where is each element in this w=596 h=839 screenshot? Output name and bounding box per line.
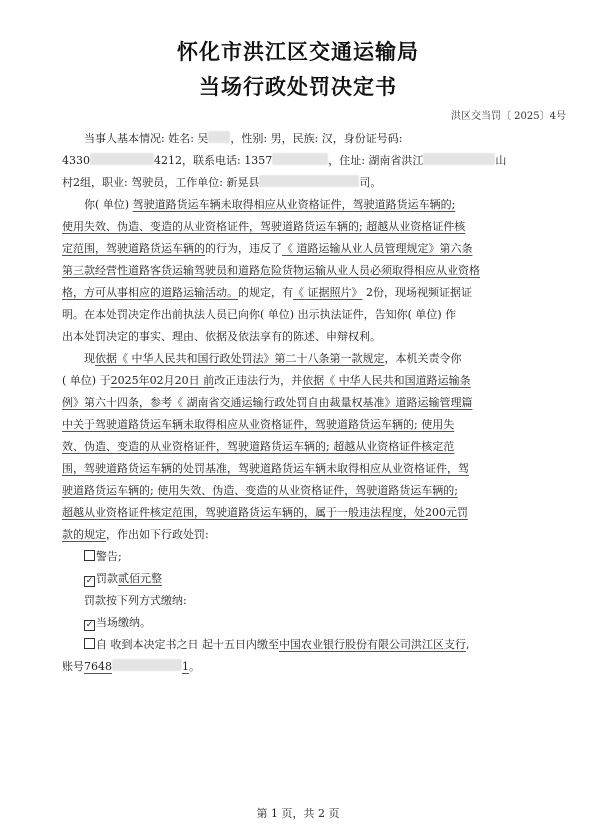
decision-line-4: 中关于驾驶道路货运车辆未取得相应从业资格证件，驾驶道路货运车辆的; 使用失 xyxy=(62,418,455,431)
decision-line-2 xyxy=(62,370,562,392)
document-title: 当场行政处罚决定书 xyxy=(199,75,397,99)
party-basic-info: ，性别: 男，民族: 汉，身份证号码: xyxy=(230,132,403,145)
legal-basis: 依据《 中华人民共和国行政处罚法》第二十八条第一款规定 xyxy=(95,352,385,365)
party-info-line-2 xyxy=(62,150,562,172)
payment-heading: 罚款按下列方式缴纳: xyxy=(84,594,187,607)
payment-onsite-row xyxy=(62,612,562,634)
warning-label: 警告; xyxy=(96,550,122,563)
decision-text: 改正违法行为，并 xyxy=(214,374,303,387)
village-occupation-employer: 村2组，职业: 驾驶员，工作单位: 新晃县 xyxy=(62,176,260,189)
account-label: 账号 xyxy=(62,660,84,673)
employer-end: 司。 xyxy=(359,176,382,189)
id-number-start: 4330 xyxy=(62,154,90,167)
redacted-address xyxy=(423,153,495,165)
redacted-account-number xyxy=(112,659,182,671)
facts-line-2: 使用失效、伪造、变造的从业资格证件，驾驶道路货运车辆的; 超越从业资格证件核 xyxy=(62,220,466,233)
redacted-employer xyxy=(259,175,359,187)
onsite-payment-checkbox[interactable]: ✓ xyxy=(85,620,94,630)
decision-line-8: 超越从业资格证件核定范围，驾驶道路货运车辆的，属于一般违法程度，处200元罚 xyxy=(62,506,468,519)
redacted-phone xyxy=(272,153,328,165)
violated-regulation: 《 道路运输从业人员管理规定》第六条 xyxy=(282,242,473,255)
facts-text: 的规定，有 xyxy=(238,286,293,299)
bank-name: 中国农业银行股份有限公司洪江区支行 xyxy=(279,638,466,651)
account-number-start: 7648 xyxy=(84,660,112,673)
fine-label: 罚款 xyxy=(96,572,118,585)
penalty-warning-row xyxy=(62,546,562,568)
phone-label: ，联系电话: 1357 xyxy=(182,154,273,167)
decision-line-6: 围，驾驶道路货运车辆的处罚基准，驾驶道路货运车辆未取得相应从业资格证件，驾 xyxy=(62,462,469,475)
redacted-id-number xyxy=(90,153,154,165)
party-info-line-1 xyxy=(62,128,562,150)
facts-line-4: 第三款经营性道路客货运输驾驶员和道路危险货物运输从业人员必须取得相应从业资格 xyxy=(62,264,480,277)
facts-line-3 xyxy=(62,238,562,260)
party-name-label: 当事人基本情况: 姓名: 吴 xyxy=(84,132,209,145)
decision-text: ，作出如下行政处罚: xyxy=(106,528,209,541)
document-number: 洪区交当罚〔 2025〕4号 xyxy=(451,111,566,122)
facts-text: 你( 单位) xyxy=(84,198,133,211)
account-number-end: 1 xyxy=(182,660,189,673)
party-info-line-3 xyxy=(62,172,562,194)
evidence-type: 《 证据照片》 xyxy=(293,286,363,299)
bank-payment-label: 自 收到本决定书之日 起十五日内缴至 xyxy=(96,638,279,651)
decision-line-3: 例》第六十四条，参考《 湖南省交通运输行政处罚自由裁量权基准》道路运输管理篇 xyxy=(62,396,473,409)
decision-line-7: 驶道路货运车辆的; 使用失效、伪造、变造的从业资格证件，驾驶道路货运车辆的; xyxy=(62,484,458,497)
correction-deadline: 2025年02月20日 前 xyxy=(110,374,215,387)
payment-bank-row xyxy=(62,634,562,656)
facts-line-1 xyxy=(62,194,562,216)
account-number-row xyxy=(62,656,562,678)
facts-line-6: 明。在本处罚决定作出前执法人员已向你( 单位) 出示执法证件，告知你( 单位) 作 xyxy=(62,308,457,321)
fine-amount: 贰佰元整 xyxy=(118,572,162,585)
fine-checkbox[interactable]: ✓ xyxy=(85,576,94,586)
document-body xyxy=(62,128,562,678)
onsite-payment-label: 当场缴纳。 xyxy=(96,616,151,629)
evidence-count: 2份，现场视频证据证 xyxy=(362,286,472,299)
facts-line-5 xyxy=(62,282,562,304)
legal-basis: 款的规定 xyxy=(62,528,106,541)
facts-text: 的行为，违反了 xyxy=(205,242,282,255)
warning-checkbox[interactable] xyxy=(84,550,95,561)
redacted-name xyxy=(208,131,230,143)
punctuation: 。 xyxy=(189,660,200,673)
decision-line-1 xyxy=(62,348,562,370)
decision-line-5: 效、伪造、变造的从业资格证件，驾驶道路货运车辆的; 超越从业资格证件核定范 xyxy=(62,440,455,453)
id-number-end: 4212 xyxy=(154,154,182,167)
address-end: 山 xyxy=(495,154,507,167)
regulation-text: 格，方可从事相应的道路运输活动。 xyxy=(62,286,238,299)
violation-description: 定范围，驾驶道路货运车辆的 xyxy=(62,242,205,255)
facts-line-7: 出本处罚决定的事实、理由、依据及依法享有的陈述、申辩权利。 xyxy=(62,330,381,343)
decision-text: ( 单位) 于 xyxy=(62,374,111,387)
punctuation: , xyxy=(466,638,470,651)
penalty-fine-row xyxy=(62,568,562,590)
issuing-authority-title: 怀化市洪江区交通运输局 xyxy=(177,40,419,64)
address-label: ，住址: 湖南省洪江 xyxy=(328,154,424,167)
decision-text: 现 xyxy=(84,352,95,365)
legal-basis: 依据《 中华人民共和国道路运输条 xyxy=(302,374,471,387)
violation-description: 驾驶道路货运车辆未取得相应从业资格证件，驾驶道路货运车辆的; xyxy=(132,198,456,211)
bank-payment-checkbox[interactable] xyxy=(84,638,95,649)
decision-text: ，本机关责令你 xyxy=(384,352,462,365)
page-number: 第 1 页，共 2 页 xyxy=(256,807,340,820)
decision-line-9 xyxy=(62,524,562,546)
